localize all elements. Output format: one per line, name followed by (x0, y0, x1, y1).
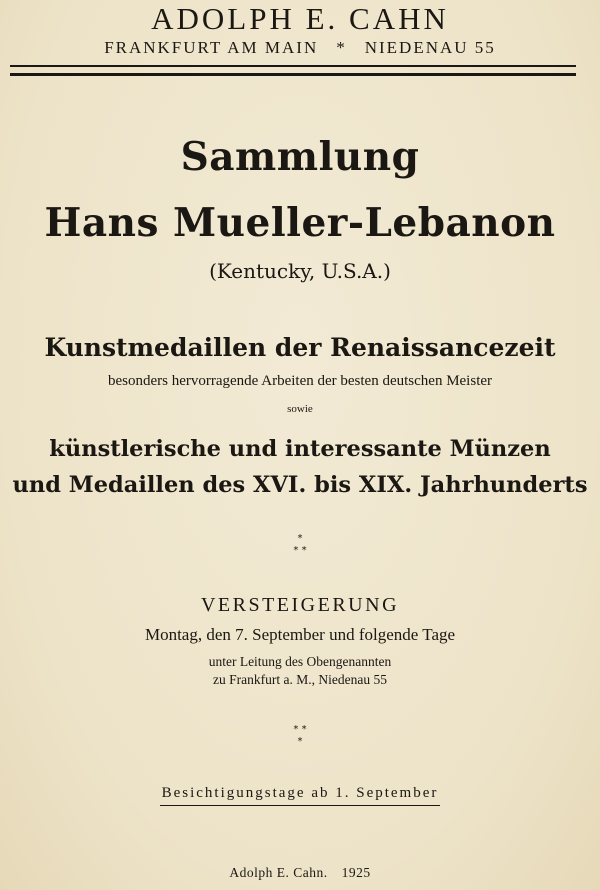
viewing-days-block (0, 782, 600, 806)
viewing-days-text: Besichtigungstage ab 1. September (160, 782, 441, 806)
address-street: NIEDENAU 55 (364, 38, 496, 57)
imprint-publisher: Adolph E. Cahn. (229, 865, 328, 880)
address-separator: * (336, 38, 347, 57)
collector-location: (Kentucky, U.S.A.) (209, 259, 391, 283)
auction-place: zu Frankfurt a. M., Niedenau 55 (213, 672, 387, 687)
publisher-name: ADOLPH E. CAHN (151, 1, 449, 36)
contents-conjunction: sowie (287, 403, 313, 415)
asterism-ornament-1 (0, 533, 600, 557)
collection-title-line-1: Sammlung (180, 134, 420, 180)
asterism-stars-top: * * (293, 724, 307, 735)
imprint-year: 1925 (341, 865, 371, 880)
contents-line-2: und Medaillen des XVI. bis XIX. Jahrhunderts (12, 472, 588, 498)
collection-title-line-2: Hans Mueller-Lebanon (44, 200, 556, 246)
asterism-star-bottom: * (297, 736, 303, 747)
asterism-star-top: * (297, 533, 303, 544)
contents-line-1: künstlerische und interessante Münzen (49, 436, 551, 462)
contents-description: besonders hervorragende Arbeiten der besten deutschen Meister (107, 373, 493, 389)
contents-heading: Kunstmedaillen der Renaissancezeit (44, 333, 556, 362)
asterism-ornament-2 (0, 724, 600, 748)
asterism-stars-bottom: * * (293, 545, 307, 556)
header-double-rule (10, 65, 576, 76)
auction-leader: unter Leitung des Obengenannten (208, 654, 392, 669)
imprint (0, 863, 600, 883)
publisher-address (0, 38, 600, 58)
auction-heading: VERSTEIGERUNG (200, 594, 400, 616)
auction-date: Montag, den 7. September und folgende Tage (144, 625, 456, 644)
address-city: FRANKFURT AM MAIN (104, 38, 319, 57)
